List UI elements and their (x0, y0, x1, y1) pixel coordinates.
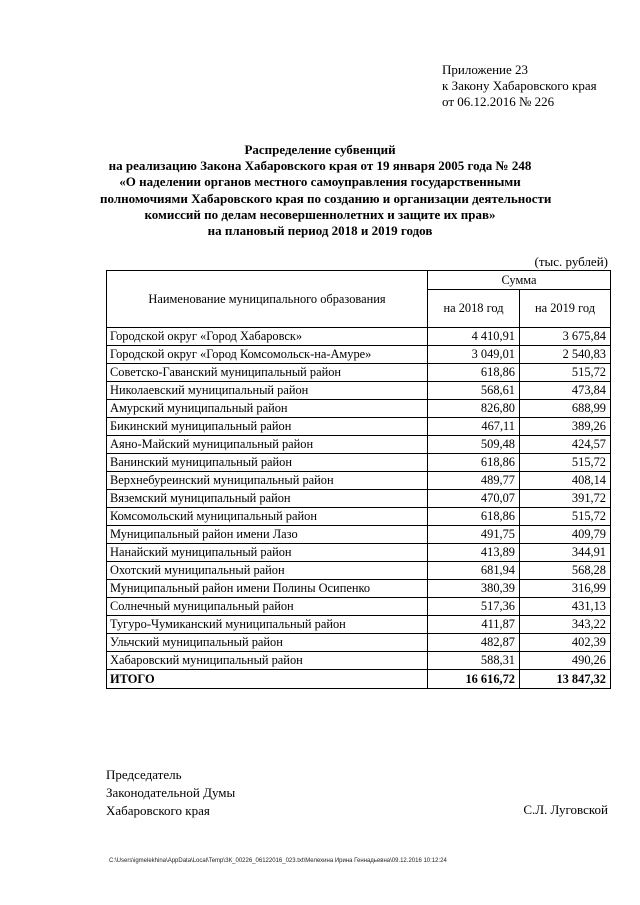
table-row (107, 436, 611, 454)
row-value-2018: 470,07 (428, 490, 520, 508)
row-name: Городской округ «Город Комсомольск-на-Амуре» (107, 346, 428, 364)
title-line: комиссий по делам несовершеннолетних и защите их прав» (144, 206, 496, 222)
table-row (107, 652, 611, 670)
row-value-2019: 424,57 (520, 436, 611, 454)
row-value-2018: 517,36 (428, 598, 520, 616)
row-value-2019: 490,26 (520, 652, 611, 670)
year-2019-header: на 2019 год (520, 290, 611, 328)
signature-line-2: Законодательной Думы (106, 785, 236, 800)
row-value-2019: 568,28 (520, 562, 611, 580)
row-value-2019: 391,72 (520, 490, 611, 508)
sum-column-header: Сумма (428, 271, 611, 290)
row-name: Ванинский муниципальный район (107, 454, 428, 472)
row-name: Верхнебуреинский муниципальный район (107, 472, 428, 490)
row-value-2019: 343,22 (520, 616, 611, 634)
row-value-2019: 408,14 (520, 472, 611, 490)
row-name: Николаевский муниципальный район (107, 382, 428, 400)
row-name: Комсомольский муниципальный район (107, 508, 428, 526)
row-value-2018: 618,86 (428, 364, 520, 382)
total-2018: 16 616,72 (428, 670, 520, 689)
row-name: Бикинский муниципальный район (107, 418, 428, 436)
row-name: Нанайский муниципальный район (107, 544, 428, 562)
row-value-2018: 826,80 (428, 400, 520, 418)
signer-name: С.Л. Луговской (523, 802, 608, 817)
total-row (107, 670, 611, 689)
title-line: Распределение субвенций (244, 142, 396, 157)
row-name: Вяземский муниципальный район (107, 490, 428, 508)
table-row (107, 598, 611, 616)
row-value-2018: 568,61 (428, 382, 520, 400)
row-value-2019: 515,72 (520, 364, 611, 382)
row-name: Муниципальный район имени Лазо (107, 526, 428, 544)
row-value-2019: 2 540,83 (520, 346, 611, 364)
row-value-2019: 3 675,84 (520, 328, 611, 346)
title-line: полномочиями Хабаровского края по созданию и организации деятельности (100, 190, 552, 206)
row-value-2018: 3 049,01 (428, 346, 520, 364)
table-row (107, 472, 611, 490)
row-value-2018: 4 410,91 (428, 328, 520, 346)
signature-line-3: Хабаровского края (106, 803, 210, 818)
row-value-2019: 344,91 (520, 544, 611, 562)
row-value-2018: 467,11 (428, 418, 520, 436)
row-name: Советско-Гаванский муниципальный район (107, 364, 428, 382)
row-name: Городской округ «Город Хабаровск» (107, 328, 428, 346)
table-row (107, 364, 611, 382)
row-value-2019: 316,99 (520, 580, 611, 598)
table-row (107, 508, 611, 526)
table-row (107, 580, 611, 598)
distribution-table (106, 270, 611, 689)
row-name: Ульчский муниципальный район (107, 634, 428, 652)
row-name: Муниципальный район имени Полины Осипенко (107, 580, 428, 598)
table-row (107, 526, 611, 544)
title-line: на плановый период 2018 и 2019 годов (207, 223, 433, 239)
row-value-2018: 509,48 (428, 436, 520, 454)
row-value-2018: 482,87 (428, 634, 520, 652)
units-label: (тыс. рублей) (534, 254, 608, 269)
row-name: Амурский муниципальный район (107, 400, 428, 418)
row-value-2019: 515,72 (520, 508, 611, 526)
table-row (107, 418, 611, 436)
row-name: Солнечный муниципальный район (107, 598, 428, 616)
row-value-2018: 588,31 (428, 652, 520, 670)
name-column-header: Наименование муниципального образования (107, 271, 428, 328)
row-name: Тугуро-Чумиканский муниципальный район (107, 616, 428, 634)
title-line: на реализацию Закона Хабаровского края от 19 января 2005 года № 248 (108, 158, 532, 174)
row-value-2019: 431,13 (520, 598, 611, 616)
table-row (107, 382, 611, 400)
row-value-2019: 515,72 (520, 454, 611, 472)
table-row (107, 454, 611, 472)
title-line: «О наделении органов местного самоуправления государственными (119, 174, 521, 190)
file-path-footer: C:\Users\igmelekhina\AppData\Local\Temp\ЗК_00226_06122016_023.txt\Мелехина Ирина Геннадьевна\09.12.2016 10:12:24 (109, 858, 447, 864)
row-value-2019: 688,99 (520, 400, 611, 418)
appendix-note (442, 62, 597, 110)
row-value-2018: 411,87 (428, 616, 520, 634)
row-value-2019: 473,84 (520, 382, 611, 400)
table-row (107, 346, 611, 364)
row-value-2019: 402,39 (520, 634, 611, 652)
row-value-2018: 618,86 (428, 454, 520, 472)
table-row (107, 490, 611, 508)
appendix-line-1: Приложение 23 (442, 62, 529, 77)
row-name: Охотский муниципальный район (107, 562, 428, 580)
table-row (107, 328, 611, 346)
appendix-line-2: к Закону Хабаровского края (442, 78, 597, 93)
table-row (107, 544, 611, 562)
signature-line-1: Председатель (106, 767, 182, 782)
row-value-2018: 380,39 (428, 580, 520, 598)
table-row (107, 616, 611, 634)
appendix-line-3: от 06.12.2016 № 226 (442, 94, 555, 109)
row-name: Аяно-Майский муниципальный район (107, 436, 428, 454)
table-row (107, 562, 611, 580)
table-row (107, 400, 611, 418)
year-2018-header: на 2018 год (428, 290, 520, 328)
signature-block (106, 766, 235, 820)
total-2019: 13 847,32 (520, 670, 611, 689)
table-row (107, 634, 611, 652)
row-value-2019: 409,79 (520, 526, 611, 544)
row-value-2018: 413,89 (428, 544, 520, 562)
row-value-2018: 681,94 (428, 562, 520, 580)
row-name: Хабаровский муниципальный район (107, 652, 428, 670)
document-title (100, 142, 552, 239)
row-value-2018: 489,77 (428, 472, 520, 490)
row-value-2018: 618,86 (428, 508, 520, 526)
row-value-2018: 491,75 (428, 526, 520, 544)
table-body (107, 328, 611, 670)
total-label: ИТОГО (107, 670, 428, 689)
row-value-2019: 389,26 (520, 418, 611, 436)
